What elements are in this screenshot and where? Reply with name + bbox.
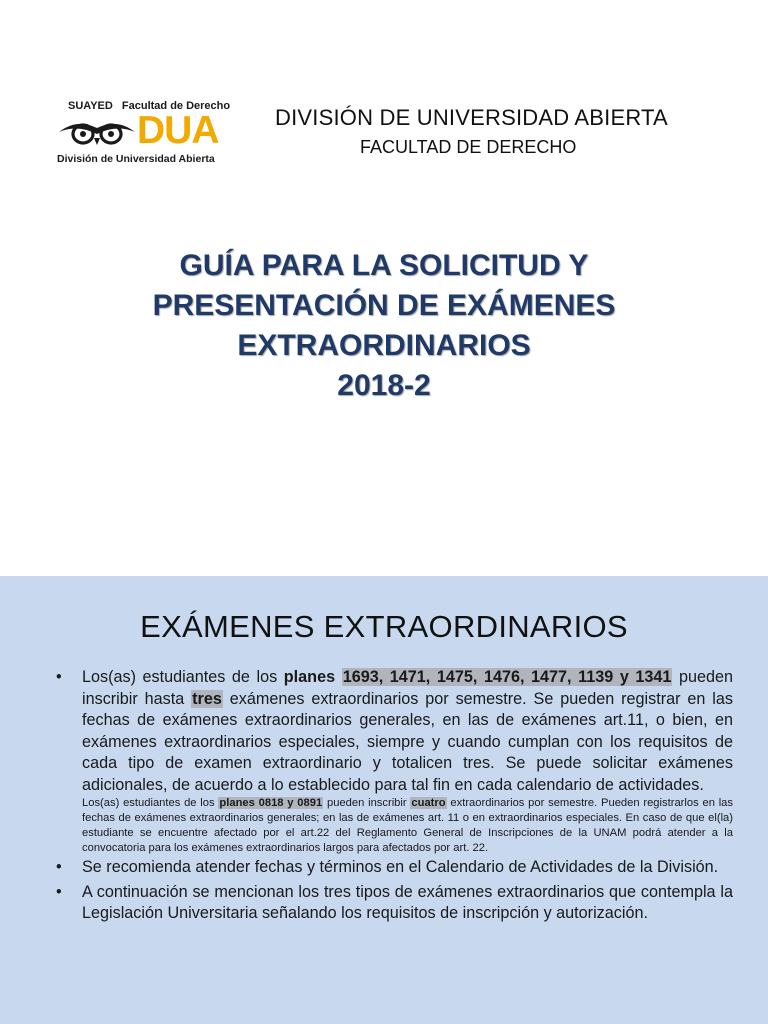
bullet1-post: exámenes extraordinarios por semestre. Se pueden registrar en las fechas de exámenes extraordinarios generales, en las de exámenes art.11, o bien, en exámenes extraordinarios especiales, siempre y cuando cumplan con los requisitos de cada tipo de examen extraordinario y totalicen tres. Se puede solicitar exámenes adicionales, de acuerdo a lo establecido para tal fin en cada calendario de actividades. bbox=[82, 689, 733, 794]
bullet-dot: • bbox=[56, 668, 62, 686]
note-planes: planes 0818 y 0891 bbox=[219, 797, 323, 809]
bullet-text: A continuación se mencionan los tres tipos de exámenes extraordinarios que contempla la Legislación Universitaria señalando los requisitos de inscripción y autorización. bbox=[82, 882, 733, 922]
title-line-2: PRESENTACIÓN DE EXÁMENES bbox=[152, 289, 616, 322]
faculty-title: FACULTAD DE DERECHO bbox=[360, 137, 577, 157]
note-mid: pueden inscribir bbox=[323, 797, 411, 809]
logo-subtitle: División de Universidad Abierta bbox=[57, 153, 215, 165]
bullet-list bbox=[56, 667, 733, 925]
bullet-dot: • bbox=[56, 882, 62, 901]
bullet-dot: • bbox=[56, 858, 62, 876]
logo-suayed: SUAYED bbox=[68, 100, 113, 112]
bullet1-pre: Los(as) estudiantes de los bbox=[82, 668, 284, 686]
bullet1-count: tres bbox=[192, 689, 222, 708]
note-pre: Los(as) estudiantes de los bbox=[82, 797, 219, 809]
dua-logo bbox=[55, 100, 245, 170]
note-post: extraordinarios por semestre. Pueden registrarlos en las fechas de exámenes extraordinarios generales; en las de exámenes art. 11 o en extraordinarios especiales. En caso de que el(la) estudiante se encuentre afectado por el art.22 del Reglamento General de Inscripciones de la UNAM podrá atender a la convocatoria para los exámenes extraordinarios largos para afectados por art. 22. bbox=[82, 797, 733, 854]
bullet-item-calendar bbox=[56, 857, 733, 879]
bullet1-mid: pueden inscribir hasta bbox=[82, 668, 734, 708]
title-line-1: GUÍA PARA LA SOLICITUD Y bbox=[179, 249, 589, 282]
bullet-item-types bbox=[56, 882, 733, 925]
owl-icon bbox=[57, 114, 137, 150]
title-line-4: 2018-2 bbox=[337, 369, 431, 402]
guide-title bbox=[0, 246, 768, 406]
logo-dua: DUA bbox=[137, 109, 219, 152]
bullet1-planes-list: 1693, 1471, 1475, 1476, 1477, 1139 y 1341 bbox=[342, 668, 672, 686]
logo-facultad: Facultad de Derecho bbox=[121, 100, 231, 112]
content-slide bbox=[0, 576, 768, 1024]
note-paragraph bbox=[82, 796, 733, 856]
division-title: DIVISIÓN DE UNIVERSIDAD ABIERTA bbox=[275, 105, 668, 130]
bullet-text: Se recomienda atender fechas y términos en el Calendario de Actividades de la División. bbox=[82, 858, 719, 876]
slide-heading: EXÁMENES EXTRAORDINARIOS bbox=[140, 609, 628, 644]
bullet-text bbox=[82, 667, 733, 796]
note-count: cuatro bbox=[411, 797, 446, 809]
bullet-item-planes bbox=[56, 667, 733, 796]
title-line-3: EXTRAORDINARIOS bbox=[237, 329, 531, 362]
bullet1-planes-word: planes bbox=[283, 668, 336, 686]
